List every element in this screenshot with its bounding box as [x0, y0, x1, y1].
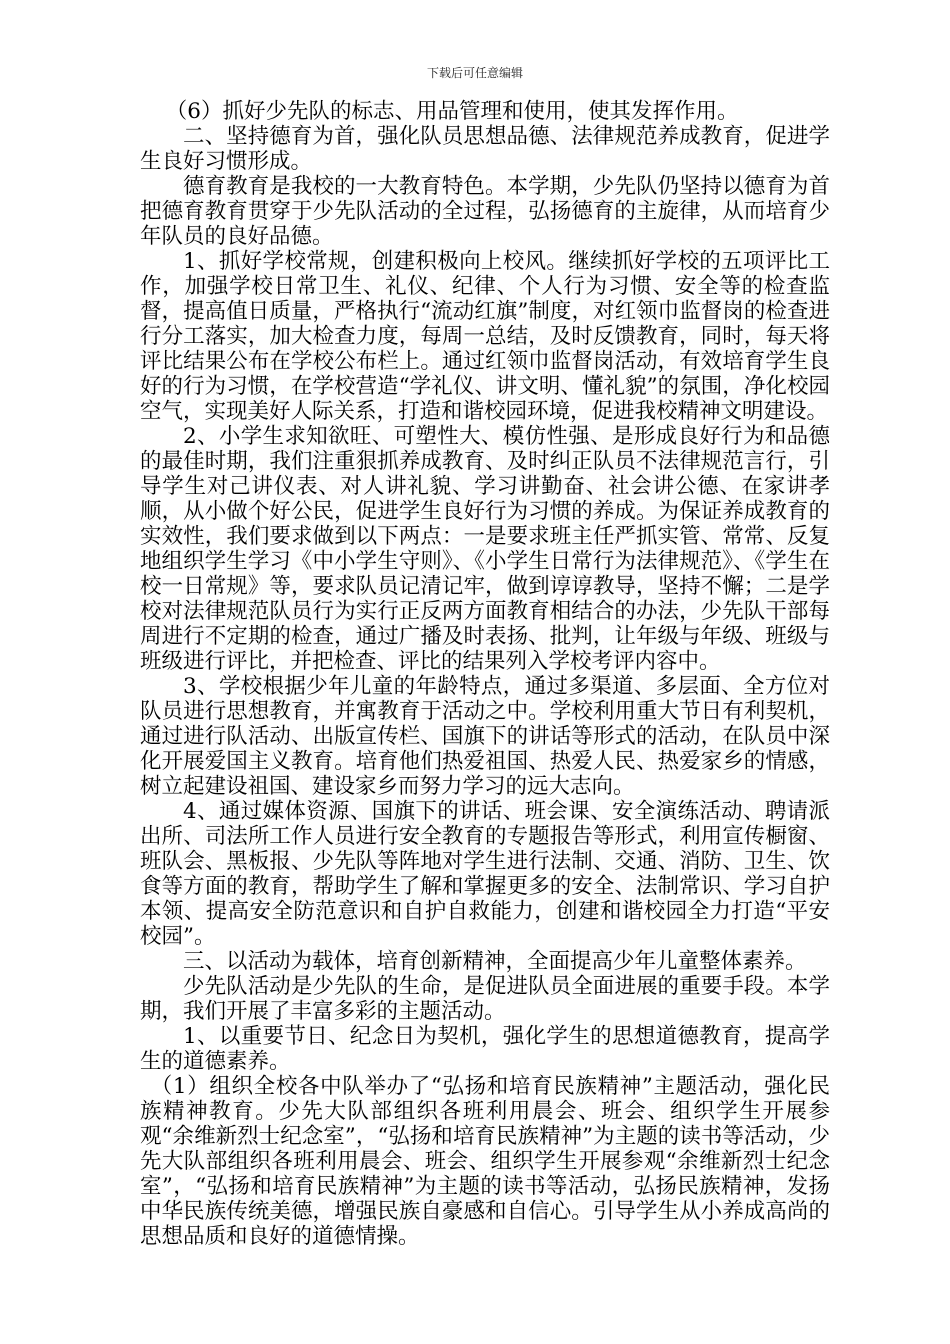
page-header-note: 下载后可任意编辑	[426, 66, 523, 80]
paragraph-activities-intro: 少先队活动是少先队的生命，是促进队员全面进展的重要手段。本学期，我们开展了丰富多彩的主题活动。	[140, 974, 830, 1024]
section-heading-2: 二、坚持德育为首，强化队员思想品德、法律规范养成教育，促进学生良好习惯形成。	[140, 124, 830, 174]
paragraph-moral-education-intro: 德育教育是我校的一大教育特色。本学期，少先队仍坚持以德育为首把德育教育贯穿于少先队活动的全过程，弘扬德育的主旋律，从而培育少年队员的良好品德。	[140, 174, 830, 249]
paragraph-point-3: 3、学校根据少年儿童的年龄特点，通过多渠道、多层面、全方位对队员进行思想教育，并寓教育于活动之中。学校利用重大节日有利契机，通过进行队活动、出版宣传栏、国旗下的讲话等形式的活动，在队员中深化开展爱国主义教育。培育他们热爱祖国、热爱人民、热爱家乡的情感，树立起建设祖国、建设家乡而努力学习的远大志向。	[140, 674, 830, 799]
section-heading-3: 三、以活动为载体，培育创新精神，全面提高少年儿童整体素养。	[183, 949, 807, 974]
paragraph-activity-item-1: （1）组织全校各中队举办了“弘扬和培育民族精神”主题活动，强化民族精神教育。少先大队部组织各班利用晨会、班会、组织学生开展参观“余维新烈士纪念室”，“弘扬和培育民族精神”为主题的读书等活动，少先大队部组织各班利用晨会、班会、组织学生开展参观“余维新烈士纪念室”，“弘扬和培育民族精神”为主题的读书等活动，弘扬民族精神，发扬中华民族传统美德，增强民族自豪感和自信心。引导学生从小养成高尚的思想品质和良好的道德情操。	[140, 1074, 830, 1249]
paragraph-activity-point-1: 1、以重要节日、纪念日为契机，强化学生的思想道德教育，提高学生的道德素养。	[140, 1024, 830, 1074]
document-body	[140, 99, 830, 1249]
paragraph-point-4: 4、通过媒体资源、国旗下的讲话、班会课、安全演练活动、聘请派出所、司法所工作人员进行安全教育的专题报告等形式，利用宣传橱窗、班队会、黑板报、少先队等阵地对学生进行法制、交通、消防、卫生、饮食等方面的教育，帮助学生了解和掌握更多的安全、法制常识、学习自护本领、提高安全防范意识和自护自救能力，创建和谐校园全力打造“平安校园”。	[140, 799, 830, 949]
paragraph-point-2: 2、小学生求知欲旺、可塑性大、模仿性强、是形成良好行为和品德的最佳时期，我们注重狠抓养成教育、及时纠正队员不法律规范言行，引导学生对己讲仪表、对人讲礼貌、学习讲勤奋、社会讲公德、在家讲孝顺，从小做个好公民，促进学生良好行为习惯的养成。为保证养成教育的实效性，我们要求做到以下两点：一是要求班主任严抓实管、常常、反复地组织学生学习《中小学生守则》、《小学生日常行为法律规范》、《学生在校一日常规》等，要求队员记清记牢，做到谆谆教导，坚持不懈；二是学校对法律规范队员行为实行正反两方面教育相结合的办法，少先队干部每周进行不定期的检查，通过广播及时表扬、批判，让年级与年级、班级与班级进行评比，并把检查、评比的结果列入学校考评内容中。	[140, 424, 830, 674]
paragraph-item-6: （6）抓好少先队的标志、用品管理和使用，使其发挥作用。	[165, 99, 739, 124]
paragraph-point-1: 1、抓好学校常规，创建积极向上校风。继续抓好学校的五项评比工作，加强学校日常卫生、礼仪、纪律、个人行为习惯、安全等的检查监督，提高值日质量，严格执行“流动红旗”制度，对红领巾监督岗的检查进行分工落实，加大检查力度，每周一总结，及时反馈教育，同时，每天将评比结果公布在学校公布栏上。通过红领巾监督岗活动，有效培育学生良好的行为习惯，在学校营造“学礼仪、讲文明、懂礼貌”的氛围，净化校园空气，实现美好人际关系，打造和谐校园环境，促进我校精神文明建设。	[140, 249, 830, 424]
